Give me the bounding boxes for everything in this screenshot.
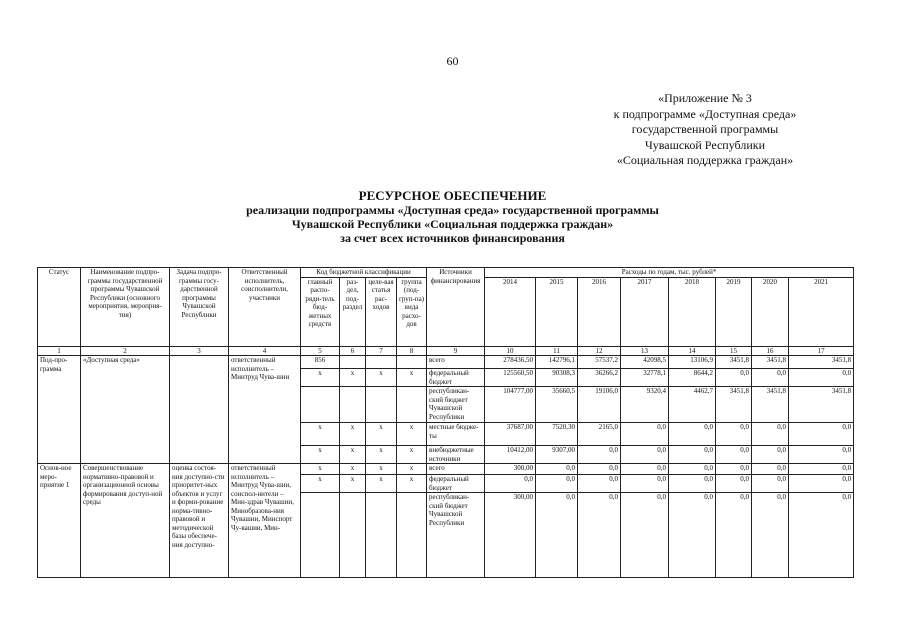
column-number: 3 [170,346,229,356]
row-task [170,356,229,464]
appendix-line: к подпрограмме «Доступная среда» [613,106,797,121]
expense-value: 0,0 [716,446,752,464]
budget-code-cell: х [397,423,427,446]
expense-value: 300,00 [485,493,536,578]
table-body [38,356,854,578]
row-status: Под-про-грамма [38,356,81,464]
header-row [38,268,854,278]
budget-code-cell [301,387,340,423]
funding-source: республикан-ский бюджет Чувашской Республики [427,493,485,578]
budget-code-cell: х [397,446,427,464]
expense-value: 36266,2 [578,369,621,387]
expense-value: 7520,30 [536,423,578,446]
expense-value: 0,0 [621,493,669,578]
expense-value: 35660,5 [536,387,578,423]
budget-code-cell [340,493,366,578]
column-number: 10 [485,346,536,356]
header-group: группа (под-груп-па) вида расхо-дов [397,277,427,346]
expense-value: 0,0 [485,475,536,493]
expense-value: 0,0 [752,493,789,578]
expense-value: 9320,4 [621,387,669,423]
column-number: 4 [229,346,301,356]
budget-code-cell [397,493,427,578]
budget-code-cell [397,356,427,369]
expense-value: 3451,8 [752,387,789,423]
expense-value: 37687,00 [485,423,536,446]
column-number: 8 [397,346,427,356]
expense-value: 13106,9 [669,356,716,369]
column-number: 1 [38,346,81,356]
header-expenses: Расходы по годам, тыс. рублей* [485,268,854,278]
funding-source: местные бюдже-ты [427,423,485,446]
expense-value: 0,0 [789,446,854,464]
budget-code-cell: х [340,369,366,387]
title-line: РЕСУРСНОЕ ОБЕСПЕЧЕНИЕ [358,188,547,203]
expense-value: 0,0 [752,446,789,464]
budget-code-cell [397,387,427,423]
expense-value: 0,0 [669,464,716,475]
row-executor: ответственный исполнитель – Минтруд Чува-шии, соиспол-нители – Мин-здрав Чувашии, Минобразова-ния Чувашии, Минспорт Чу-вашии, Мин- [229,464,301,578]
budget-code-cell: 856 [301,356,340,369]
header-status: Статус [38,268,81,347]
budget-code-cell: х [366,475,397,493]
budget-code-cell: х [301,446,340,464]
expense-value: 0,0 [669,475,716,493]
expense-value: 3451,8 [789,356,854,369]
expense-value: 0,0 [789,475,854,493]
budget-code-cell [301,493,340,578]
page-number: 60 [446,54,459,68]
expense-value: 32778,1 [621,369,669,387]
expense-value: 3451,8 [789,387,854,423]
column-number: 17 [789,346,854,356]
table-row [38,356,854,369]
funding-source: республикан-ский бюджет Чувашской Республики [427,387,485,423]
budget-code-cell: х [366,464,397,475]
header-year: 2017 [621,277,669,346]
appendix-line: «Социальная поддержка граждан» [616,153,794,168]
budget-code-cell: х [301,464,340,475]
expense-value: 0,0 [621,475,669,493]
resource-table [37,267,854,578]
budget-code-cell [340,387,366,423]
expense-value: 0,0 [621,423,669,446]
header-year: 2016 [578,277,621,346]
funding-source: федеральный бюджет [427,369,485,387]
expense-value: 3451,8 [752,356,789,369]
column-number: 16 [752,346,789,356]
expense-value: 2165,0 [578,423,621,446]
expense-value: 104777,00 [485,387,536,423]
expense-value: 0,0 [716,369,752,387]
title-line: за счет всех источников финансирования [340,231,565,245]
column-number: 5 [301,346,340,356]
expense-value: 0,0 [536,475,578,493]
appendix-line: «Приложение № 3 [658,91,752,105]
column-number: 9 [427,346,485,356]
budget-code-cell: х [397,475,427,493]
budget-code-cell: х [366,369,397,387]
expense-value: 0,0 [752,369,789,387]
appendix-line: Чувашской Республики [644,137,766,152]
budget-code-cell: х [301,369,340,387]
funding-source: всего [427,464,485,475]
budget-code-cell [366,356,397,369]
budget-code-cell: х [366,446,397,464]
header-year: 2015 [536,277,578,346]
expense-value: 0,0 [752,475,789,493]
expense-value: 0,0 [669,446,716,464]
budget-code-cell [366,387,397,423]
column-number: 2 [81,346,170,356]
budget-code-cell: х [366,423,397,446]
expense-value: 0,0 [789,464,854,475]
expense-value: 3451,8 [716,387,752,423]
funding-source: всего [427,356,485,369]
header-name: Наименование подпро-граммы государственной программы Чувашской Республики (основного мероприятия, мероприя-тия) [81,268,170,347]
budget-code-cell: х [340,423,366,446]
budget-code-cell: х [397,369,427,387]
expense-value: 19106,0 [578,387,621,423]
expense-value: 0,0 [716,464,752,475]
header-main-manager: главный распо-ряди-тель бюд-жетных средств [301,277,340,346]
expense-value: 42098,5 [621,356,669,369]
header-budget-code: Код бюджетной классификации [301,268,427,278]
header-year: 2021 [789,277,854,346]
expense-value: 4462,7 [669,387,716,423]
expense-value: 0,0 [578,464,621,475]
expense-value: 10412,00 [485,446,536,464]
expense-value: 0,0 [621,464,669,475]
header-target: целе-вая статья рас-ходов [366,277,397,346]
header-task: Задача подпро-граммы госу-дарственной программы Чувашской Республики [170,268,229,347]
expense-value: 0,0 [536,493,578,578]
column-number: 15 [716,346,752,356]
expense-value: 0,0 [536,464,578,475]
title-line: реализации подпрограммы «Доступная среда» государственной программы [246,203,659,217]
column-number: 11 [536,346,578,356]
row-name: Совершенствование нормативно-правовой и организационной основы формирования доступ-ной среды [81,464,170,578]
column-number: 13 [621,346,669,356]
expense-value: 0,0 [669,493,716,578]
budget-code-cell: х [340,464,366,475]
expense-value: 90308,3 [536,369,578,387]
expense-value: 9307,00 [536,446,578,464]
title-line: Чувашской Республики «Социальная поддержка граждан» [291,217,614,231]
expense-value: 0,0 [789,369,854,387]
expense-value: 0,0 [578,493,621,578]
budget-code-cell: х [340,446,366,464]
expense-value: 0,0 [716,493,752,578]
row-status: Основ-ное меро-приятие 1 [38,464,81,578]
expense-value: 125560,50 [485,369,536,387]
expense-value: 0,0 [752,464,789,475]
expense-value: 0,0 [716,423,752,446]
appendix-note [575,91,835,169]
expense-value: 0,0 [716,475,752,493]
header-year: 2019 [716,277,752,346]
expense-value: 0,0 [578,446,621,464]
row-task: оценка состоя-ния доступно-сти приоритет-ных объектов и услуг и форми-рование норма-тивно-правовой и методической базы обеспече-ния доступно- [170,464,229,578]
expense-value: 0,0 [789,493,854,578]
header-section: раз-дел, под-раздел [340,277,366,346]
expense-value: 0,0 [669,423,716,446]
table-row [38,464,854,475]
expense-value: 8644,2 [669,369,716,387]
expense-value: 57537,2 [578,356,621,369]
expense-value: 300,00 [485,464,536,475]
header-executor: Ответственный исполнитель, соисполнители, участники [229,268,301,347]
header-sources: Источники финансирования [427,268,485,347]
row-executor: ответственный исполнитель – Минтруд Чува-шии [229,356,301,464]
expense-value: 142796,1 [536,356,578,369]
expense-value: 0,0 [578,475,621,493]
expense-value: 0,0 [789,423,854,446]
document-title [0,189,905,245]
expense-value: 0,0 [621,446,669,464]
budget-code-cell [366,493,397,578]
budget-code-cell: х [301,475,340,493]
expense-value: 278436,50 [485,356,536,369]
row-name: «Доступная среда» [81,356,170,464]
expense-value: 3451,8 [716,356,752,369]
header-year: 2018 [669,277,716,346]
budget-code-cell [340,356,366,369]
funding-source: внебюджетные источники [427,446,485,464]
funding-source: федеральный бюджет [427,475,485,493]
column-number: 12 [578,346,621,356]
column-number: 7 [366,346,397,356]
expense-value: 0,0 [752,423,789,446]
column-number: 6 [340,346,366,356]
column-number-row [38,346,854,356]
budget-code-cell: х [340,475,366,493]
column-number: 14 [669,346,716,356]
header-year: 2014 [485,277,536,346]
appendix-line: государственной программы [631,122,779,137]
budget-code-cell: х [397,464,427,475]
budget-code-cell: х [301,423,340,446]
header-year: 2020 [752,277,789,346]
